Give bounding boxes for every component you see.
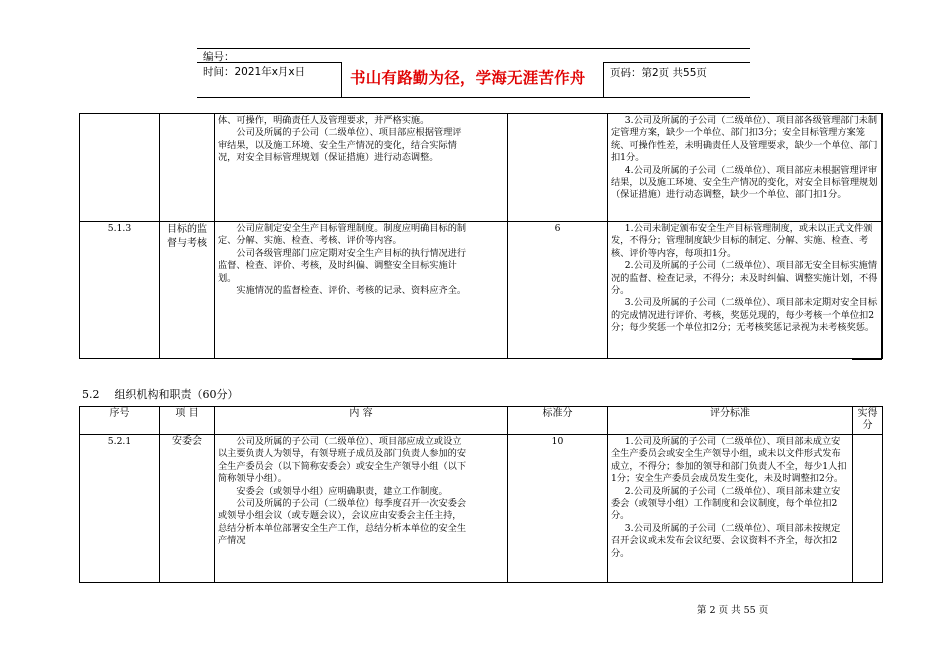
table-row — [80, 222, 883, 359]
content-paragraph: 公司应制定安全生产目标管理制度。制度应明确目标的制定、分解、实施、检查、考核、评价等内容。 — [218, 223, 467, 247]
cell-score: 6 — [508, 222, 608, 359]
cell-score — [508, 114, 608, 222]
section-title: 组织机构和职责（60分） — [114, 388, 239, 401]
header-time-label: 时间：2021年x月x日 — [203, 66, 306, 78]
criteria-paragraph: 2.公司及所属的子公司（二级单位）、项目部无安全目标实施情况的监督、检查记录，不得分；未及时纠偏、调整实施计划，不得分。 — [611, 260, 878, 297]
cell-seq — [80, 114, 160, 222]
content-paragraph: 实施情况的监督检查、评价、考核的记录、资料应齐全。 — [236, 285, 467, 297]
organization-table — [79, 406, 883, 583]
cell-content — [215, 435, 508, 583]
criteria-paragraph: 3.公司及所属的子公司（二级单位）、项目部未定期对安全目标的完成情况进行评价、考核，奖惩兑现的，每少考核一个单位扣2分；每少奖惩一个单位扣2分；无考核奖惩记录视为未考核奖惩。 — [611, 297, 878, 334]
header-motto: 书山有路勤为径，学海无涯苦作舟 — [350, 69, 586, 87]
header-score: 标准分 — [508, 407, 608, 435]
cell-seq: 5.2.1 — [80, 435, 160, 583]
cell-item: 目标的监督与考核 — [160, 222, 215, 359]
table-header-row — [80, 407, 883, 435]
table-row — [80, 114, 883, 222]
header-mid-rule-right — [603, 62, 750, 63]
cell-criteria — [608, 435, 853, 583]
content-paragraph: 公司及所属的子公司（二级单位）、项目部应成立或设立以主要负责人为领导，有领导班子成员及部门负责人参加的安全生产委员会（以下简称安委会）或安全生产领导小组（以下简称领导小组）。 — [218, 436, 467, 485]
criteria-paragraph: 3.公司及所属的子公司（二级单位）、项目部各级管理部门未制定管理方案，缺少一个单位、部门扣3分；安全目标管理方案笼统、可操作性差，未明确责任人及管理要求，缺少一个单位、部门扣1分。 — [611, 115, 878, 164]
header-page-label: 页码：第2页 共55页 — [610, 67, 707, 79]
criteria-paragraph: 3.公司及所属的子公司（二级单位）、项目部未按规定召开会议或未发布会议纪要、会议资料不齐全，每次扣2分。 — [611, 522, 841, 559]
header-actual: 实得分 — [853, 407, 883, 435]
header-divider-right — [603, 62, 604, 97]
standards-table-continued — [79, 113, 883, 359]
header-criteria: 评分标准 — [608, 407, 853, 435]
content-paragraph: 公司及所属的子公司（二级单位）每季度召开一次安委会或领导小组会议（或专题会议），会议应由安委会主任主持，总结分析本单位部署安全生产工作，总结分析本单位的安全生产情况 — [218, 498, 467, 547]
criteria-paragraph: 1.公司未制定颁布安全生产目标管理制度，或未以正式文件颁发，不得分；管理制度缺少目标的制定、分解、实施、检查、考核、评价等内容，每项扣1分。 — [611, 223, 873, 259]
header-divider-left — [341, 62, 342, 97]
page-footer: 第 2 页 共 55 页 — [697, 605, 769, 616]
section-heading — [82, 386, 239, 402]
cell-content — [215, 114, 508, 222]
cell-seq: 5.1.3 — [80, 222, 160, 359]
criteria-paragraph: 1.公司及所属的子公司（二级单位）、项目部未成立安全生产委员会或安全生产领导小组，或未以文件形式发布成立，不得分；参加的领导和部门负责人不全，每少1人扣1分；安全生产委员会成员发生变化，未及时调整扣2分。 — [611, 436, 847, 485]
content-paragraph: 体、可操作，明确责任人及管理要求，并严格实施。 — [218, 115, 430, 126]
cell-item: 安委会 — [160, 435, 215, 583]
table-row — [80, 435, 883, 583]
content-paragraph: 安委会（或领导小组）应明确职责，建立工作制度。 — [236, 485, 448, 497]
cell-score: 10 — [508, 435, 608, 583]
cell-item — [160, 114, 215, 222]
header-seq: 序号 — [80, 407, 160, 435]
cell-criteria — [608, 222, 883, 359]
header-top-rule — [197, 48, 750, 49]
criteria-paragraph: 2.公司及所属的子公司（二级单位）、项目部未建立安委会（或领导小组）工作制度和会议制度，每个单位扣2分。 — [611, 485, 841, 522]
content-paragraph: 公司各级管理部门应定期对安全生产目标的执行情况进行监督、检查、评价、考核，及时纠偏、调整安全目标实施计划。 — [218, 247, 467, 284]
section-number: 5.2 — [82, 388, 100, 401]
criteria-paragraph: 4.公司及所属的子公司（二级单位）、项目部应未根据管理评审结果，以及施工环境、安全生产情况的变化，对安全目标管理规划（保证措施）进行动态调整，缺少一个单位、部门扣1分。 — [611, 164, 878, 201]
cell-actual — [853, 435, 883, 583]
header-bottom-rule — [197, 97, 750, 98]
content-paragraph: 公司及所属的子公司（二级单位）、项目部应根据管理评审结果，以及施工环境、安全生产情况的变化，结合实际情况，对安全目标管理规划（保证措施）进行动态调整。 — [218, 127, 462, 164]
header-content: 内 容 — [215, 407, 508, 435]
header-item: 项 目 — [160, 407, 215, 435]
header-number-label: 编号： — [203, 51, 235, 63]
actual-column-frame — [852, 113, 882, 360]
cell-criteria — [608, 114, 883, 222]
cell-content — [215, 222, 508, 359]
